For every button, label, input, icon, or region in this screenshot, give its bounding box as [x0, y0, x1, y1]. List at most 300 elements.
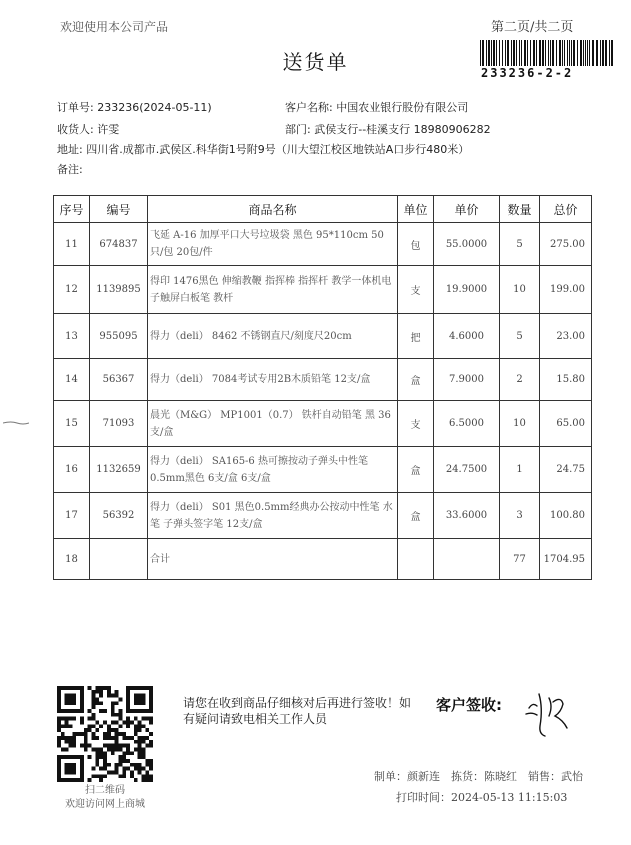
qr-module — [138, 724, 142, 728]
header-code: 编号 — [90, 196, 148, 223]
cell-code: 56392 — [90, 493, 148, 539]
stray-mark — [3, 421, 29, 425]
qr-module — [103, 686, 107, 690]
barcode-bar — [569, 40, 570, 66]
qr-module — [138, 755, 142, 759]
qr-module — [145, 774, 149, 778]
table-row — [54, 401, 592, 447]
qr-module — [107, 736, 111, 740]
cell-code: 71093 — [90, 401, 148, 447]
qr-module — [115, 694, 119, 698]
barcode-bar — [583, 40, 584, 66]
barcode-bar — [480, 40, 481, 66]
qr-module — [103, 736, 107, 740]
qr-module — [88, 728, 92, 732]
qr-module — [80, 717, 84, 721]
qr-module — [92, 713, 96, 717]
qr-module — [122, 759, 126, 763]
qr-module — [111, 713, 115, 717]
qr-module — [103, 759, 107, 763]
qr-module — [99, 778, 103, 782]
qr-module — [149, 778, 153, 782]
qr-module — [138, 751, 142, 755]
qr-module — [134, 767, 138, 771]
qr-module — [134, 740, 138, 744]
barcode-bar — [513, 40, 515, 66]
qr-module — [92, 694, 96, 698]
qr-module — [145, 736, 149, 740]
qr-module — [134, 763, 138, 767]
qr-module — [92, 690, 96, 694]
qr-module — [141, 751, 145, 755]
qr-module — [122, 770, 126, 774]
qr-module — [88, 755, 92, 759]
qr-module — [122, 744, 126, 748]
qr-module — [134, 778, 138, 782]
barcode-image — [479, 40, 614, 66]
barcode-bar — [589, 40, 590, 66]
qr-module — [84, 728, 88, 732]
cell-total: 199.00 — [540, 266, 592, 314]
table-row — [54, 359, 592, 401]
cell-seq: 16 — [54, 447, 90, 493]
cell-code: 955095 — [90, 314, 148, 359]
barcode-bar — [552, 40, 554, 66]
qr-module — [118, 732, 122, 736]
qr-module — [141, 755, 145, 759]
cell-seq: 17 — [54, 493, 90, 539]
cell-code: 1132659 — [90, 447, 148, 493]
barcode-bar — [605, 40, 607, 66]
qr-module — [122, 736, 126, 740]
barcode-bar — [488, 40, 490, 66]
qr-module — [107, 728, 111, 732]
qr-module — [111, 747, 115, 751]
barcode-bar — [609, 40, 610, 66]
header-name: 商品名称 — [148, 196, 398, 223]
cell-total: 65.00 — [540, 401, 592, 447]
qr-module — [149, 721, 153, 725]
qr-module — [145, 728, 149, 732]
qr-module — [130, 763, 134, 767]
qr-module — [118, 709, 122, 713]
qr-module — [92, 736, 96, 740]
qr-module — [118, 774, 122, 778]
cell-grand-total: 1704.95 — [540, 539, 592, 580]
cell-unit: 盒 — [398, 493, 434, 539]
qr-module — [145, 763, 149, 767]
barcode-bar — [505, 40, 506, 66]
address-row — [57, 141, 469, 157]
qr-module — [115, 690, 119, 694]
qr-module — [103, 709, 107, 713]
qr-module — [145, 778, 149, 782]
qr-module — [149, 759, 153, 763]
qr-module — [92, 724, 96, 728]
barcode-bar — [562, 40, 563, 66]
barcode-bar — [556, 40, 557, 66]
qr-module — [111, 751, 115, 755]
barcode-bar — [527, 40, 528, 66]
qr-module — [107, 763, 111, 767]
barcode-bar — [530, 40, 531, 66]
qr-module — [111, 694, 115, 698]
barcode-bar — [539, 40, 541, 66]
barcode-bar — [596, 40, 598, 66]
qr-module — [118, 759, 122, 763]
qr-module — [65, 763, 77, 775]
qr-module — [65, 694, 77, 706]
address-value: 四川省.成都市.武侯区.科华街1号附9号（川大望江校区地铁站A口步行480米） — [86, 143, 470, 156]
qr-module — [95, 774, 99, 778]
qr-module — [95, 721, 99, 725]
barcode-bar — [611, 40, 613, 66]
cell-price — [434, 539, 500, 580]
cell-seq: 11 — [54, 223, 90, 266]
barcode-bar — [600, 40, 601, 66]
qr-module — [88, 778, 92, 782]
customer-value: 中国农业银行股份有限公司 — [336, 101, 469, 114]
barcode-bar — [571, 40, 572, 66]
qr-module — [138, 736, 142, 740]
barcode-bar — [550, 40, 551, 66]
barcode-bar — [496, 40, 497, 66]
qr-module — [141, 740, 145, 744]
qr-module — [65, 717, 69, 721]
qr-module — [103, 732, 107, 736]
barcode-bar — [493, 40, 495, 66]
cell-qty: 1 — [500, 447, 540, 493]
qr-module — [107, 686, 111, 690]
cell-name: 飞延 A-16 加厚平口大号垃圾袋 黑色 95*110cm 50只/包 20包/件 — [148, 223, 398, 266]
qr-module — [84, 736, 88, 740]
qr-module — [92, 747, 96, 751]
welcome-text: 欢迎使用本公司产品 — [60, 20, 169, 34]
qr-module — [122, 774, 126, 778]
qr-module — [138, 763, 142, 767]
qr-module — [134, 724, 138, 728]
barcode-bar — [548, 40, 549, 66]
barcode-bar — [577, 40, 578, 66]
qr-module — [57, 717, 61, 721]
qr-module — [61, 747, 65, 751]
barcode-bar — [482, 40, 484, 66]
qr-module — [99, 694, 103, 698]
qr-module — [115, 747, 119, 751]
barcode-bar — [533, 40, 535, 66]
qr-module — [92, 774, 96, 778]
barcode-bar — [545, 40, 546, 66]
qr-module — [92, 767, 96, 771]
qr-module — [57, 728, 61, 732]
barcode-bar — [536, 40, 537, 66]
cell-name: 晨光（M&G） MP1001（0.7） 铁杆自动铅笔 黑 36支/盒 — [148, 401, 398, 447]
qr-module — [138, 728, 142, 732]
qr-module — [103, 721, 107, 725]
qr-module — [141, 724, 145, 728]
qr-module — [65, 724, 69, 728]
barcode-bar — [559, 40, 561, 66]
customer-signature-label: 客户签收: — [436, 696, 502, 714]
cell-total: 23.00 — [540, 314, 592, 359]
cell-seq: 12 — [54, 266, 90, 314]
qr-module — [122, 767, 126, 771]
qr-module — [88, 717, 92, 721]
cell-price: 7.9000 — [434, 359, 500, 401]
handwritten-signature — [523, 686, 573, 740]
qr-module — [115, 744, 119, 748]
qr-module — [80, 744, 84, 748]
qr-module — [57, 721, 61, 725]
qr-module — [88, 724, 92, 728]
qr-module — [149, 767, 153, 771]
header-total: 总价 — [540, 196, 592, 223]
qr-module — [130, 736, 134, 740]
qr-module — [126, 767, 130, 771]
qr-module — [122, 755, 126, 759]
qr-module — [141, 778, 145, 782]
qr-module — [95, 755, 99, 759]
cell-code: 1139895 — [90, 266, 148, 314]
qr-module — [65, 736, 69, 740]
qr-module — [88, 744, 92, 748]
header-qty: 数量 — [500, 196, 540, 223]
table-row — [54, 223, 592, 266]
header-seq: 序号 — [54, 196, 90, 223]
qr-module — [111, 736, 115, 740]
qr-module — [69, 736, 73, 740]
cell-name: 得力（deli） 7084考试专用2B木质铅笔 12支/盒 — [148, 359, 398, 401]
qr-module — [126, 751, 130, 755]
cell-unit — [398, 539, 434, 580]
qr-module — [69, 724, 73, 728]
cell-unit: 支 — [398, 401, 434, 447]
qr-module — [149, 740, 153, 744]
qr-module — [149, 774, 153, 778]
department-row — [285, 121, 491, 137]
qr-module — [118, 755, 122, 759]
qr-module — [130, 774, 134, 778]
cell-price: 24.7500 — [434, 447, 500, 493]
barcode-bar — [499, 40, 500, 66]
barcode-bar — [573, 40, 575, 66]
qr-module — [95, 728, 99, 732]
qr-module — [99, 774, 103, 778]
cell-qty-sum: 77 — [500, 539, 540, 580]
qr-module — [72, 740, 76, 744]
qr-module — [149, 763, 153, 767]
qr-module — [57, 744, 61, 748]
qr-module — [111, 744, 115, 748]
qr-module — [103, 751, 107, 755]
qr-module — [107, 724, 111, 728]
qr-module — [130, 770, 134, 774]
qr-module — [130, 721, 134, 725]
print-time: 打印时间：2024-05-13 11:15:03 — [396, 791, 568, 804]
qr-module — [69, 744, 73, 748]
qr-module — [107, 694, 111, 698]
qr-module — [122, 751, 126, 755]
qr-module — [138, 767, 142, 771]
cell-code: 674837 — [90, 223, 148, 266]
barcode-bar — [592, 40, 594, 66]
cell-qty: 5 — [500, 223, 540, 266]
qr-module — [115, 740, 119, 744]
receiver-row — [57, 121, 119, 137]
barcode-bar — [567, 40, 568, 66]
qr-module — [118, 717, 122, 721]
qr-module — [141, 767, 145, 771]
qr-module — [115, 701, 119, 705]
cell-code — [90, 539, 148, 580]
qr-module — [111, 770, 115, 774]
qr-module — [84, 740, 88, 744]
qr-module — [134, 728, 138, 732]
qr-module — [57, 724, 61, 728]
qr-module — [72, 717, 76, 721]
qr-module — [145, 717, 149, 721]
qr-module — [65, 740, 69, 744]
qr-module — [138, 740, 142, 744]
cell-qty: 10 — [500, 266, 540, 314]
qr-module — [99, 701, 103, 705]
barcode-bar — [524, 40, 526, 66]
qr-module — [95, 763, 99, 767]
barcode-bar — [521, 40, 522, 66]
qr-module — [141, 774, 145, 778]
qr-module — [118, 747, 122, 751]
barcode-bar — [564, 40, 565, 66]
header-price: 单价 — [434, 196, 500, 223]
cell-seq: 15 — [54, 401, 90, 447]
qr-module — [99, 690, 103, 694]
cell-price: 55.0000 — [434, 223, 500, 266]
barcode-bar — [587, 40, 588, 66]
barcode-bar — [511, 40, 512, 66]
qr-module — [149, 732, 153, 736]
qr-module — [61, 717, 65, 721]
qr-module — [61, 736, 65, 740]
qr-module — [84, 744, 88, 748]
qr-module — [95, 751, 99, 755]
receipt-note: 请您在收到商品仔细核对后再进行签收！如有疑问请致电相关工作人员 — [183, 696, 412, 726]
qr-module — [134, 694, 146, 706]
qr-module — [107, 744, 111, 748]
qr-module — [103, 774, 107, 778]
qr-caption — [60, 784, 150, 812]
qr-module — [72, 732, 76, 736]
qr-module — [92, 705, 96, 709]
qr-module — [126, 744, 130, 748]
qr-module — [95, 698, 99, 702]
qr-module — [118, 724, 122, 728]
cell-name: 得力（deli） 8462 不锈钢直尺/刻度尺20cm — [148, 314, 398, 359]
cell-name: 得力（deli） S01 黑色0.5mm经典办公按动中性笔 水笔 子弹头签字笔 12支/盒 — [148, 493, 398, 539]
qr-module — [99, 686, 103, 690]
cell-seq: 13 — [54, 314, 90, 359]
qr-module — [99, 709, 103, 713]
qr-module — [126, 759, 130, 763]
qr-module — [103, 744, 107, 748]
qr-module — [115, 736, 119, 740]
qr-module — [103, 755, 107, 759]
table-row — [54, 493, 592, 539]
department-label: 部门: — [285, 123, 311, 136]
qr-module — [99, 767, 103, 771]
barcode-bar — [602, 40, 604, 66]
qr-module — [149, 744, 153, 748]
qr-module — [126, 747, 130, 751]
cell-name: 得印 1476黑色 伸缩教鞭 指挥棒 指挥杆 教学一体机电子触屏白板笔 教杆 — [148, 266, 398, 314]
cell-price: 4.6000 — [434, 314, 500, 359]
barcode-bar — [486, 40, 487, 66]
cell-code: 56367 — [90, 359, 148, 401]
cell-total: 15.80 — [540, 359, 592, 401]
qr-module — [99, 751, 103, 755]
cell-total: 275.00 — [540, 223, 592, 266]
qr-module — [141, 717, 145, 721]
qr-module — [92, 698, 96, 702]
qr-module — [141, 736, 145, 740]
qr-module — [122, 732, 126, 736]
qr-module — [122, 721, 126, 725]
qr-module — [95, 690, 99, 694]
goods-table — [53, 195, 592, 580]
qr-module — [76, 732, 80, 736]
barcode-bar — [580, 40, 582, 66]
customer-row — [285, 99, 468, 115]
receiver-value: 许雯 — [97, 123, 120, 136]
qr-caption-scan: 扫二维码 — [85, 785, 125, 796]
table-header-row — [54, 196, 592, 223]
barcode-bar — [507, 40, 509, 66]
department-value: 武侯支行--桂溪支行 18980906282 — [314, 123, 491, 136]
qr-module — [84, 747, 88, 751]
qr-module — [126, 736, 130, 740]
qr-module — [118, 763, 122, 767]
barcode-bar — [519, 40, 520, 66]
customer-label: 客户名称: — [285, 101, 333, 114]
cell-total: 100.80 — [540, 493, 592, 539]
qr-module — [95, 747, 99, 751]
qr-module — [61, 732, 65, 736]
qr-module — [134, 747, 138, 751]
qr-module — [99, 747, 103, 751]
qr-module — [149, 717, 153, 721]
cell-seq: 14 — [54, 359, 90, 401]
qr-caption-mall: 欢迎访问网上商城 — [65, 799, 145, 810]
qr-module — [118, 698, 122, 702]
cell-total: 24.75 — [540, 447, 592, 493]
qr-module — [72, 736, 76, 740]
qr-module — [57, 736, 61, 740]
cell-price: 33.6000 — [434, 493, 500, 539]
table-row — [54, 266, 592, 314]
qr-module — [61, 724, 65, 728]
qr-module — [134, 732, 138, 736]
qr-module — [88, 709, 92, 713]
cell-unit: 包 — [398, 223, 434, 266]
qr-module — [103, 763, 107, 767]
barcode-bar — [502, 40, 503, 66]
header-unit: 单位 — [398, 196, 434, 223]
qr-module — [138, 770, 142, 774]
qr-module — [99, 755, 103, 759]
page-info: 第二页/共二页 — [491, 20, 574, 35]
qr-module — [115, 763, 119, 767]
qr-module — [115, 721, 119, 725]
cell-qty: 2 — [500, 359, 540, 401]
